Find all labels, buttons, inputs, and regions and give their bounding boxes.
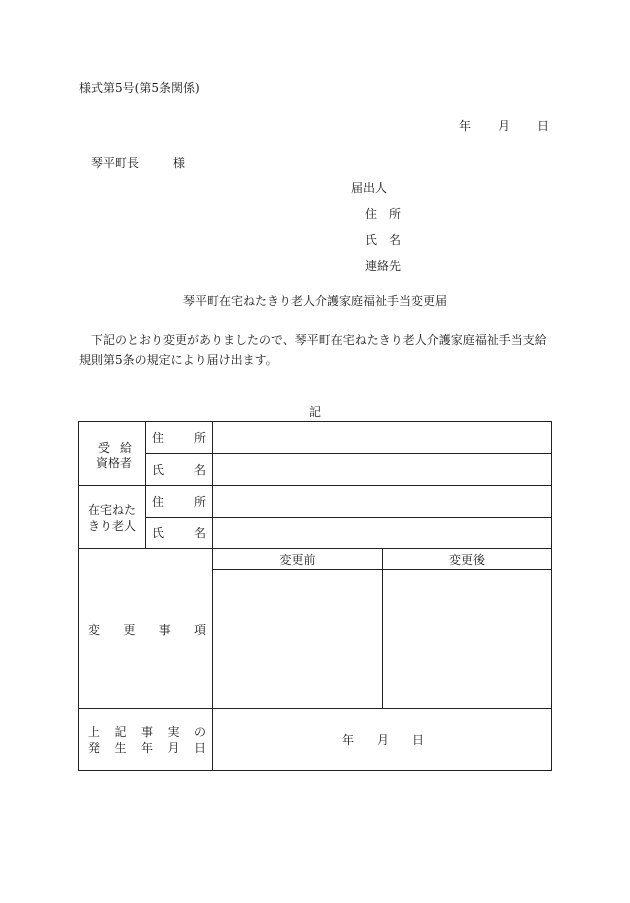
occurrence-year: 年: [342, 733, 355, 747]
before-change-header: 変更前: [279, 553, 316, 567]
date-year: 年: [459, 119, 472, 133]
occurrence-char: 日: [193, 741, 206, 755]
occurrence-char: 事: [140, 725, 153, 739]
applicant-contact-label: 連絡先: [365, 259, 402, 273]
occurrence-char: 実: [167, 725, 180, 739]
recipient-label-line1: [98, 442, 132, 454]
name-char-1: 氏: [365, 233, 378, 247]
recipient-address-field[interactable]: [213, 422, 551, 453]
name-char: 名: [193, 526, 206, 540]
main-table: [78, 421, 552, 771]
address-char: 住: [152, 431, 165, 445]
date-day: 日: [536, 119, 549, 133]
address-char: 所: [193, 495, 206, 509]
elderly-address-label: [152, 496, 206, 508]
elderly-name-label: [152, 527, 206, 539]
row-divider: [79, 548, 551, 549]
before-change-field[interactable]: [213, 570, 382, 708]
applicant-title: 届出人: [351, 181, 388, 195]
name-char: 氏: [152, 526, 165, 540]
recipient-name-label: [152, 464, 206, 476]
ki-heading: 記: [308, 405, 321, 419]
recipient-label-line2: 資格者: [96, 456, 133, 470]
name-char-2: 名: [388, 233, 401, 247]
occurrence-char: 上: [88, 725, 101, 739]
occurrence-month: 月: [376, 733, 389, 747]
addressee-suffix: 様: [173, 156, 186, 170]
occurrence-char: 記: [114, 725, 127, 739]
recipient-char-1: 受: [98, 441, 111, 455]
occurrence-date[interactable]: [342, 734, 424, 746]
body-text: 下記のとおり変更がありましたので、琴平町在宅ねたきり老人介護家庭福祉手当支給規則第5条の規定により届け出ます。: [79, 333, 547, 367]
form-label: 様式第5号(第5条関係): [79, 81, 200, 95]
occurrence-day: 日: [411, 733, 424, 747]
applicant-address-label: [365, 208, 401, 220]
occurrence-char: 月: [167, 741, 180, 755]
elderly-address-field[interactable]: [213, 486, 551, 517]
change-char: 項: [193, 623, 206, 637]
address-char-1: 住: [365, 207, 378, 221]
recipient-address-label: [152, 432, 206, 444]
document-title: 琴平町在宅ねたきり老人介護家庭福祉手当変更届: [182, 294, 447, 308]
address-char: 所: [193, 431, 206, 445]
addressee-name: 琴平町長: [91, 156, 140, 170]
date-month: 月: [497, 119, 510, 133]
applicant-name-label: [365, 234, 401, 246]
occurrence-char: 年: [140, 741, 153, 755]
elderly-name-field[interactable]: [213, 518, 551, 548]
elderly-label-line2: きり老人: [88, 519, 137, 533]
occurrence-label-line2: [88, 742, 206, 754]
occurrence-char: の: [193, 725, 206, 739]
occurrence-char: 生: [114, 741, 127, 755]
date-line: [459, 120, 549, 132]
elderly-label-line1: 在宅ねた: [88, 503, 137, 517]
name-char: 氏: [152, 463, 165, 477]
row-divider: [79, 708, 551, 709]
change-char: 変: [88, 623, 101, 637]
change-char: 事: [158, 623, 171, 637]
after-change-field[interactable]: [383, 570, 551, 708]
name-char: 名: [193, 463, 206, 477]
after-change-header: 変更後: [448, 553, 485, 567]
recipient-char-2: 給: [119, 441, 132, 455]
change-char: 更: [123, 623, 136, 637]
occurrence-char: 発: [88, 741, 101, 755]
occurrence-label-line1: [88, 726, 206, 738]
col-divider: [145, 422, 146, 548]
recipient-name-field[interactable]: [213, 454, 551, 485]
addressee: [91, 157, 185, 169]
address-char: 住: [152, 495, 165, 509]
address-char-2: 所: [388, 207, 401, 221]
change-items-label: [88, 624, 206, 636]
